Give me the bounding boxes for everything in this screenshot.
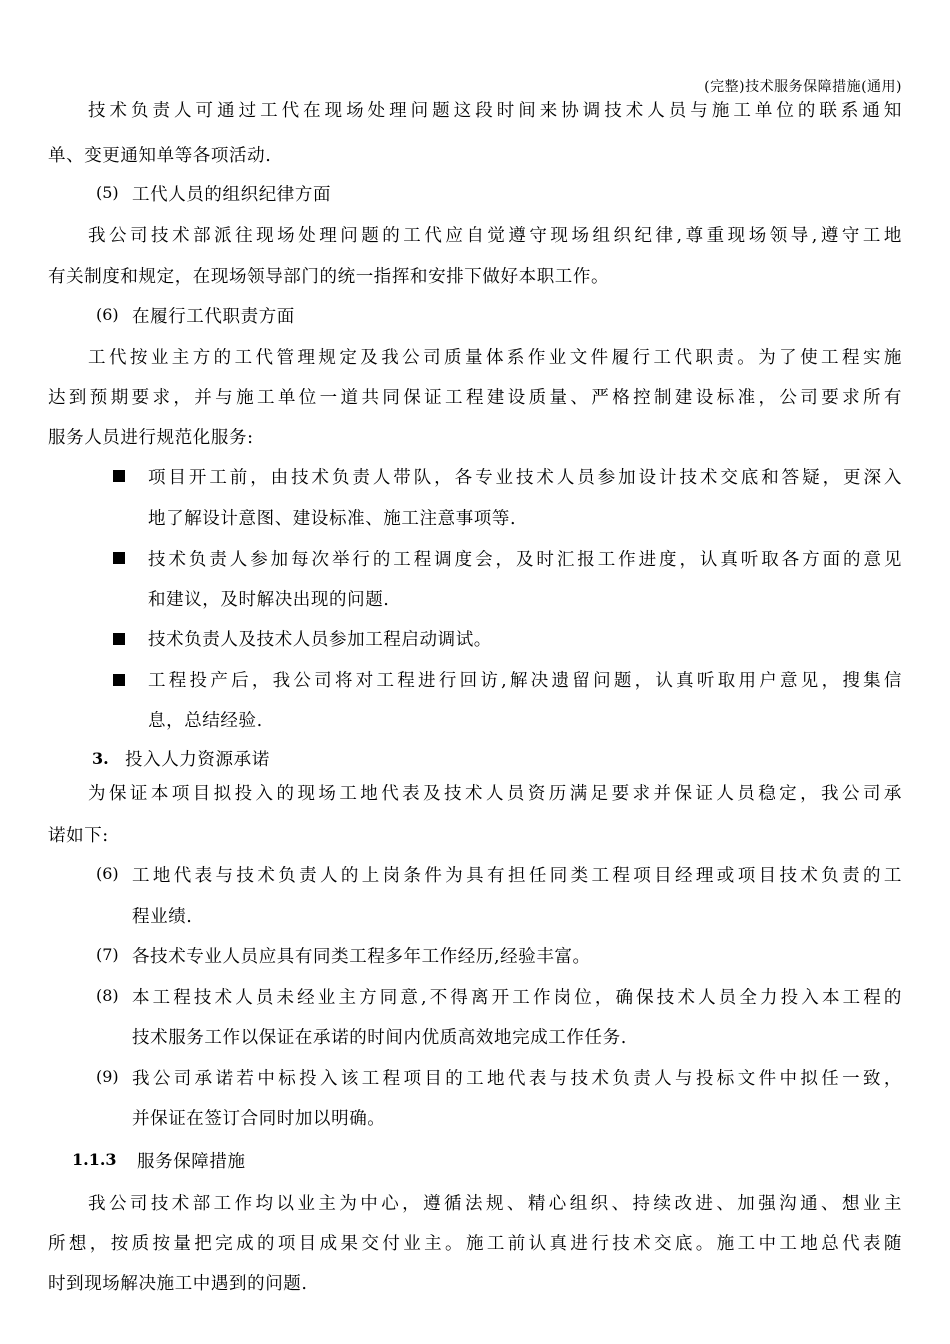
- item-8-line-2: 技术服务工作以保证在承诺的时间内优质高效地完成工作任务.: [132, 1028, 627, 1048]
- paragraph-2-line-1: 我公司技术部派往现场处理问题的工代应自觉遵守现场组织纪律,尊重现场领导,遵守工地: [88, 226, 902, 246]
- paragraph-3-line-3: 服务人员进行规范化服务:: [48, 428, 254, 448]
- section-1-1-3-number: 1.1.3: [72, 1150, 117, 1169]
- bullet-2-line-2: 和建议，及时解决出现的问题.: [148, 590, 390, 610]
- item-9-line-2: 并保证在签订合同时加以明确。: [132, 1109, 386, 1129]
- item-6-line-1: 工地代表与技术负责人的上岗条件为具有担任同类工程项目经理或项目技术负责的工: [132, 866, 902, 886]
- bullet-1-line-1: 项目开工前，由技术负责人带队，各专业技术人员参加设计技术交底和答疑，更深入: [148, 468, 902, 488]
- page-header: (完整)技术服务保障措施(通用): [704, 79, 902, 95]
- bullet-4-line-2: 息，总结经验.: [148, 711, 263, 731]
- paragraph-1-line-2: 单、变更通知单等各项活动.: [48, 146, 272, 166]
- section-6-title: 在履行工代职责方面: [132, 307, 295, 327]
- item-9-number: (9): [96, 1067, 119, 1086]
- bullet-square-icon: [113, 674, 125, 686]
- paragraph-3-line-2: 达到预期要求，并与施工单位一道共同保证工程建设质量、严格控制建设标准，公司要求所有: [48, 388, 902, 408]
- paragraph-4-line-2: 诺如下:: [48, 826, 109, 846]
- item-7-line-1: 各技术专业人员应具有同类工程多年工作经历,经验丰富。: [132, 947, 591, 967]
- section-1-1-3-title: 服务保障措施: [137, 1152, 246, 1172]
- paragraph-5-line-2: 所想，按质按量把完成的项目成果交付业主。施工前认真进行技术交底。施工中工地总代表随: [48, 1234, 902, 1254]
- bullet-3-line-1: 技术负责人及技术人员参加工程启动调试。: [148, 630, 492, 650]
- paragraph-5-line-1: 我公司技术部工作均以业主为中心，遵循法规、精心组织、持续改进、加强沟通、想业主: [88, 1194, 902, 1214]
- paragraph-2-line-2: 有关制度和规定，在现场领导部门的统一指挥和安排下做好本职工作。: [48, 267, 610, 287]
- item-8-number: (8): [96, 986, 119, 1005]
- section-6-number: (6): [96, 305, 119, 324]
- item-7-number: (7): [96, 945, 119, 964]
- bullet-4-line-1: 工程投产后，我公司将对工程进行回访,解决遗留问题，认真听取用户意见，搜集信: [148, 671, 902, 691]
- item-6-number: (6): [96, 864, 119, 883]
- item-8-line-1: 本工程技术人员未经业主方同意,不得离开工作岗位，确保技术人员全力投入本工程的: [132, 988, 902, 1008]
- bullet-1-line-2: 地了解设计意图、建设标准、施工注意事项等.: [148, 509, 517, 529]
- section-3-title: 投入人力资源承诺: [125, 750, 270, 770]
- item-6-line-2: 程业绩.: [132, 907, 193, 927]
- section-3-number: 3.: [92, 749, 109, 768]
- bullet-square-icon: [113, 552, 125, 564]
- paragraph-4-line-1: 为保证本项目拟投入的现场工地代表及技术人员资历满足要求并保证人员稳定，我公司承: [88, 784, 902, 804]
- bullet-2-line-1: 技术负责人参加每次举行的工程调度会，及时汇报工作进度，认真听取各方面的意见: [148, 550, 902, 570]
- bullet-square-icon: [113, 470, 125, 482]
- section-5-title: 工代人员的组织纪律方面: [132, 185, 332, 205]
- paragraph-5-line-3: 时到现场解决施工中遇到的问题.: [48, 1274, 308, 1294]
- section-5-number: (5): [96, 183, 119, 202]
- item-9-line-1: 我公司承诺若中标投入该工程项目的工地代表与技术负责人与投标文件中拟任一致，: [132, 1069, 902, 1089]
- paragraph-1-line-1: 技术负责人可通过工代在现场处理问题这段时间来协调技术人员与施工单位的联系通知: [88, 101, 902, 121]
- paragraph-3-line-1: 工代按业主方的工代管理规定及我公司质量体系作业文件履行工代职责。为了使工程实施: [88, 348, 902, 368]
- bullet-square-icon: [113, 633, 125, 645]
